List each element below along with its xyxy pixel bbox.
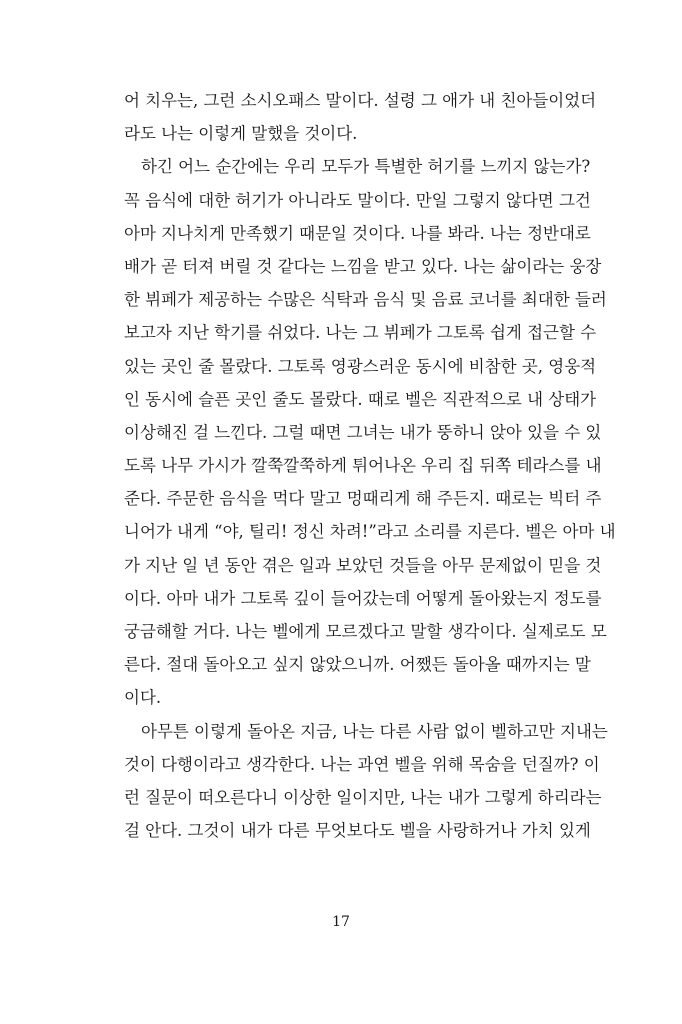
text-line: 있는 곳인 줄 몰랐다. 그토록 영광스러운 동시에 비참한 곳, 영웅적 — [124, 356, 597, 376]
text-line: 이다. — [124, 688, 162, 708]
text-line: 런 질문이 떠오른다니 이상한 일이지만, 나는 내가 그렇게 하리라는 — [124, 787, 602, 807]
text-line: 걸 안다. 그것이 내가 다른 무엇보다도 벨을 사랑하거나 가치 있게 — [124, 821, 591, 841]
text-line: 도록 나무 가시가 깔쭉깔쭉하게 튀어나온 우리 집 뒤쪽 테라스를 내 — [124, 456, 602, 476]
text-line: 아마 지나치게 만족했기 때문일 것이다. 나를 봐라. 나는 정반대로 — [124, 223, 591, 243]
text-line: 이상해진 걸 느낀다. 그럴 때면 그녀는 내가 뚱하니 앉아 있을 수 있 — [124, 422, 602, 442]
text-line: 보고자 지난 학기를 쉬었다. 나는 그 뷔페가 그토록 쉽게 접근할 수 — [124, 323, 597, 343]
text-line: 하긴 어느 순간에는 우리 모두가 특별한 허기를 느끼지 않는가? — [141, 157, 591, 177]
text-line: 어 치우는, 그런 소시오패스 말이다. 설령 그 애가 내 친아들이었더 — [124, 91, 597, 110]
text-line: 인 동시에 슬픈 곳인 줄도 몰랐다. 때로 벨은 직관적으로 내 상태가 — [124, 389, 597, 409]
page-number: 17 — [332, 914, 350, 930]
text-line: 배가 곧 터져 버릴 것 같다는 느낌을 받고 있다. 나는 삶이라는 웅장 — [124, 256, 602, 276]
text-line: 꼭 음식에 대한 허기가 아니라도 말이다. 만일 그렇지 않다면 그건 — [124, 190, 591, 210]
text-line: 른다. 절대 돌아오고 싶지 않았으니까. 어쨌든 돌아올 때까지는 말 — [124, 655, 591, 675]
body-text — [124, 84, 616, 847]
text-line: 니어가 내게 “야, 틸리! 정신 차려!”라고 소리를 지른다. 벨은 아마 내 — [124, 522, 616, 542]
text-line: 아무튼 이렇게 돌아온 지금, 나는 다른 사람 없이 벨하고만 지내는 — [141, 721, 608, 741]
text-line: 이다. 아마 내가 그토록 깊이 들어갔는데 어떻게 돌아왔는지 정도를 — [124, 588, 602, 608]
text-line: 가 지난 일 년 동안 겪은 일과 보았던 것들을 아무 문제없이 믿을 것 — [124, 555, 602, 575]
text-line: 궁금해할 거다. 나는 벨에게 모르겠다고 말할 생각이다. 실제로도 모 — [124, 622, 607, 641]
text-line: 라도 나는 이렇게 말했을 것이다. — [124, 124, 358, 144]
text-line: 한 뷔페가 제공하는 수많은 식탁과 음식 및 음료 코너를 최대한 들러 — [124, 290, 607, 310]
text-line: 것이 다행이라고 생각한다. 나는 과연 벨을 위해 목숨을 던질까? 이 — [124, 754, 600, 774]
text-line: 준다. 주문한 음식을 먹다 말고 멍때리게 해 주든지. 때로는 빅터 주 — [124, 489, 602, 509]
